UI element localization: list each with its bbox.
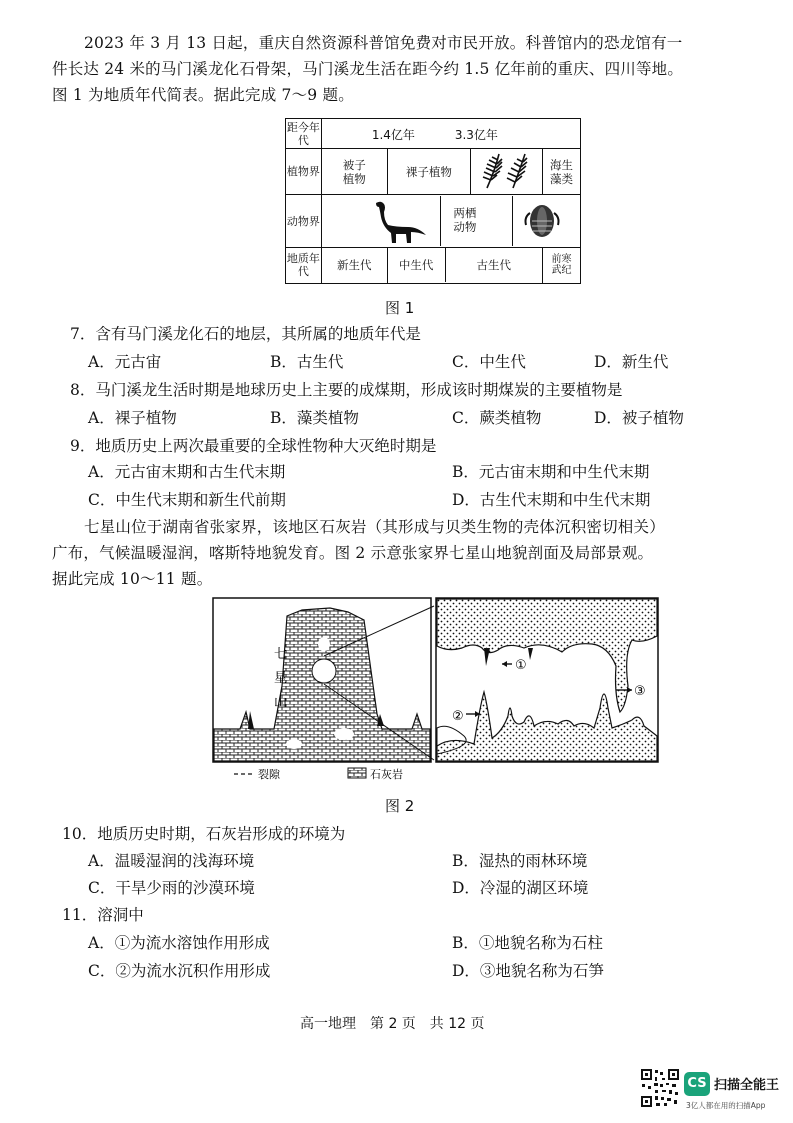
- q7-option-b[interactable]: B．古生代: [270, 353, 344, 371]
- q7-option-c[interactable]: C．中生代: [452, 353, 526, 371]
- camscanner-logo-icon: CS: [684, 1072, 710, 1096]
- question-8: 8．马门溪龙生活时期是地球历史上主要的成煤期，形成该时期煤炭的主要植物是: [70, 381, 623, 399]
- era-cenozoic: 新生代: [321, 247, 387, 283]
- figure-2: [212, 596, 660, 782]
- limestone-legend-swatch: [348, 768, 366, 778]
- q8-option-c[interactable]: C．蕨类植物: [452, 409, 542, 427]
- animal-label-1: 两栖动物: [453, 206, 477, 235]
- q9-option-d[interactable]: D．古生代末期和中生代末期: [452, 491, 651, 509]
- mountain-label-3: 山: [274, 695, 288, 710]
- marker-1: ①: [515, 658, 527, 673]
- row-header-plant: 植物界: [286, 149, 322, 195]
- q11-option-c[interactable]: C．②为流水沉积作用形成: [88, 962, 271, 980]
- q11-option-a[interactable]: A．①为流水溶蚀作用形成: [88, 934, 270, 952]
- intro-line: 件长达 24 米的马门溪龙化石骨架，马门溪龙生活在距今约 1.5 亿年前的重庆、四川等地。: [52, 60, 684, 78]
- time-label-b: 3.3亿年: [454, 127, 498, 142]
- marker-3: ③: [634, 684, 646, 699]
- mountain-label-1: 七: [274, 647, 288, 662]
- q7-option-a[interactable]: A．元古宙: [88, 353, 162, 371]
- karst-cross-section-diagram: [212, 596, 660, 782]
- trilobite-icon: [522, 201, 562, 241]
- intro-line: 据此完成 10～11 题。: [52, 570, 213, 588]
- intro-line: 图 1 为地质年代简表。据此完成 7～9 题。: [52, 86, 354, 104]
- figure-2-caption: 图 2: [385, 797, 415, 815]
- q7-option-d[interactable]: D．新生代: [594, 353, 669, 371]
- question-9: 9．地质历史上两次最重要的全球性物种大灭绝时期是: [70, 437, 437, 455]
- intro-paragraph-1: [52, 30, 752, 108]
- q9-option-a[interactable]: A．元古宙末期和古生代末期: [88, 463, 286, 481]
- question-7: 7．含有马门溪龙化石的地层，其所属的地质年代是: [70, 325, 421, 343]
- scanner-app-name: 扫描全能王: [714, 1078, 780, 1093]
- fern-icon: [475, 150, 539, 190]
- q10-option-d[interactable]: D．冷湿的湖区环境: [452, 879, 589, 897]
- marker-2: ②: [452, 709, 464, 724]
- row-header-era: 地质年代: [286, 247, 322, 283]
- question-10: 10．地质历史时期，石灰岩形成的环境为: [62, 825, 346, 843]
- plant-cell-1: 被子植物: [321, 149, 387, 195]
- q8-option-b[interactable]: B．藻类植物: [270, 409, 359, 427]
- q10-option-a[interactable]: A．温暖湿润的浅海环境: [88, 852, 255, 870]
- intro-line: 2023 年 3 月 13 日起，重庆自然资源科普馆免费对市民开放。科普馆内的恐龙馆有一: [84, 34, 683, 52]
- q11-option-d[interactable]: D．③地貌名称为石笋: [452, 962, 604, 980]
- fern-cell: [471, 149, 543, 195]
- qr-code-icon: [640, 1068, 680, 1108]
- intro-paragraph-2: [52, 514, 762, 592]
- row-header-time: 距今年代: [286, 119, 322, 149]
- legend-crack-label: 裂隙: [258, 768, 280, 781]
- intro-line: 七星山位于湖南省张家界，该地区石灰岩（其形成与贝类生物的壳体沉积密切相关）: [84, 518, 665, 536]
- q8-option-a[interactable]: A．裸子植物: [88, 409, 177, 427]
- q10-option-b[interactable]: B．湿热的雨林环境: [452, 852, 588, 870]
- q8-option-d[interactable]: D．被子植物: [594, 409, 684, 427]
- time-label-a: 1.4亿年: [371, 127, 415, 142]
- dinosaur-icon: [370, 199, 432, 243]
- plant-cell-2: 裸子植物: [387, 149, 470, 195]
- mountain-label-2: 星: [274, 671, 288, 686]
- row-header-animal: 动物界: [286, 195, 322, 247]
- era-precambrian: 前寒武纪: [543, 247, 581, 283]
- era-paleozoic: 古生代: [476, 258, 512, 273]
- page-footer: 高一地理 第 2 页 共 12 页: [300, 1016, 485, 1032]
- intro-line: 广布，气候温暖湿润，喀斯特地貌发育。图 2 示意张家界七星山地貌剖面及局部景观。: [52, 544, 654, 562]
- q11-option-b[interactable]: B．①地貌名称为石柱: [452, 934, 603, 952]
- question-11: 11．溶洞中: [62, 906, 144, 924]
- plant-cell-3: 海生藻类: [543, 149, 581, 195]
- geologic-time-table: [285, 118, 581, 284]
- scanner-tagline: 3亿人都在用的扫描App: [686, 1101, 766, 1110]
- legend-limestone-label: 石灰岩: [370, 768, 403, 781]
- figure-1-caption: 图 1: [385, 299, 415, 317]
- era-mesozoic: 中生代: [388, 248, 446, 282]
- q9-option-c[interactable]: C．中生代末期和新生代前期: [88, 491, 286, 509]
- q9-option-b[interactable]: B．元古宙末期和中生代末期: [452, 463, 650, 481]
- q10-option-c[interactable]: C．干旱少雨的沙漠环境: [88, 879, 255, 897]
